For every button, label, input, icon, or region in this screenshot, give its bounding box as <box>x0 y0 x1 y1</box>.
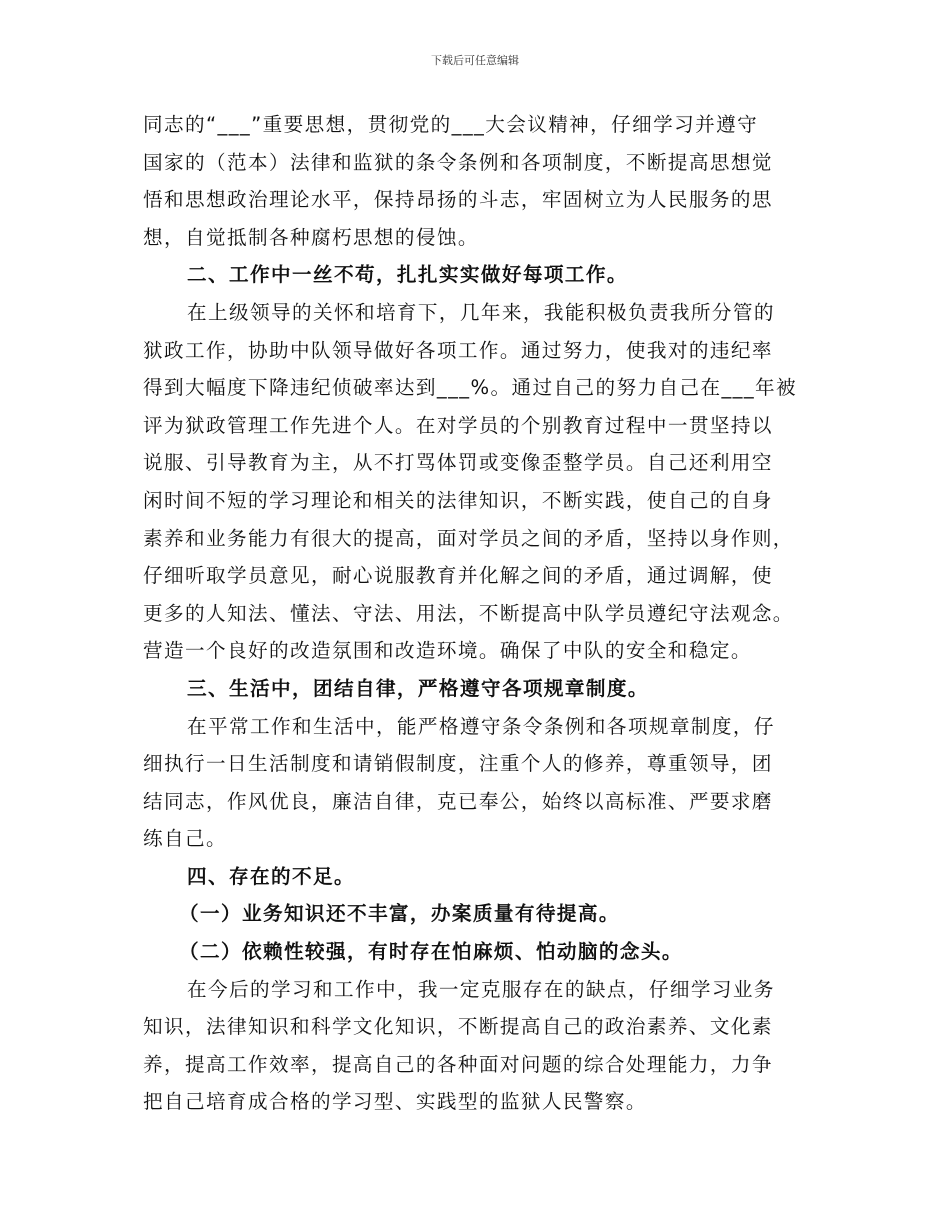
sub-heading: （一）业务知识还不丰富，办案质量有待提高。 <box>179 902 620 926</box>
paragraph-line: 闲时间不短的学习理论和相关的法律知识，不断实践，使自己的自身 <box>143 488 773 512</box>
paragraph-line: 把自己培育成合格的学习型、实践型的监狱人民警察。 <box>143 1090 647 1114</box>
paragraph-line: 练自己。 <box>143 827 227 851</box>
paragraph-line: 得到大幅度下降违纪侦破率达到___%。通过自己的努力自己在___年被 <box>143 376 798 400</box>
paragraph-line: 评为狱政管理工作先进个人。在对学员的个别教育过程中一贯坚持以 <box>143 413 773 437</box>
sub-heading: （二）依赖性较强，有时存在怕麻烦、怕动脑的念头。 <box>179 940 683 964</box>
paragraph-line: 营造一个良好的改造氛围和改造环境。确保了中队的安全和稳定。 <box>143 639 752 663</box>
section-heading: 四、存在的不足。 <box>187 864 355 888</box>
paragraph-line: 狱政工作，协助中队领导做好各项工作。通过努力，使我对的违纪率 <box>143 338 773 362</box>
paragraph-line: 更多的人知法、懂法、守法、用法，不断提高中队学员遵纪守法观念。 <box>143 601 794 625</box>
section-heading: 二、工作中一丝不苟，扎扎实实做好每项工作。 <box>187 263 628 287</box>
paragraph-line: 知识，法律知识和科学文化知识，不断提高自己的政治素养、文化素 <box>143 1015 773 1039</box>
page-header: 下载后可任意编辑 <box>431 54 519 67</box>
paragraph-first-line: 在上级领导的关怀和培育下，几年来，我能积极负责我所分管的 <box>187 300 775 324</box>
paragraph-first-line: 在平常工作和生活中，能严格遵守条令条例和各项规章制度，仔 <box>187 714 775 738</box>
document-body <box>143 106 823 1121</box>
paragraph-line: 说服、引导教育为主，从不打骂体罚或变像歪整学员。自己还利用空 <box>143 451 773 475</box>
paragraph-line: 想，自觉抵制各种腐朽思想的侵蚀。 <box>143 225 479 249</box>
paragraph-line: 细执行一日生活制度和请销假制度，注重个人的修养，尊重领导，团 <box>143 752 773 776</box>
paragraph-line: 结同志，作风优良，廉洁自律，克已奉公，始终以高标准、严要求磨 <box>143 789 773 813</box>
section-heading: 三、生活中，团结自律，严格遵守各项规章制度。 <box>187 676 649 700</box>
paragraph-line: 养，提高工作效率，提高自己的各种面对问题的综合处理能力，力争 <box>143 1052 773 1076</box>
paragraph-line: 国家的（范本）法律和监狱的条令条例和各项制度，不断提高思想觉 <box>143 150 773 174</box>
paragraph-line: 仔细听取学员意见，耐心说服教育并化解之间的矛盾，通过调解，使 <box>143 564 773 588</box>
paragraph-first-line: 在今后的学习和工作中，我一定克服存在的缺点，仔细学习业务 <box>187 977 775 1001</box>
paragraph-line: 悟和思想政治理论水平，保持昂扬的斗志，牢固树立为人民服务的思 <box>143 188 773 212</box>
paragraph-line: 素养和业务能力有很大的提高，面对学员之间的矛盾，坚持以身作则， <box>143 526 794 550</box>
paragraph-line: 同志的“___”重要思想，贯彻党的___大会议精神，仔细学习并遵守 <box>143 113 759 136</box>
